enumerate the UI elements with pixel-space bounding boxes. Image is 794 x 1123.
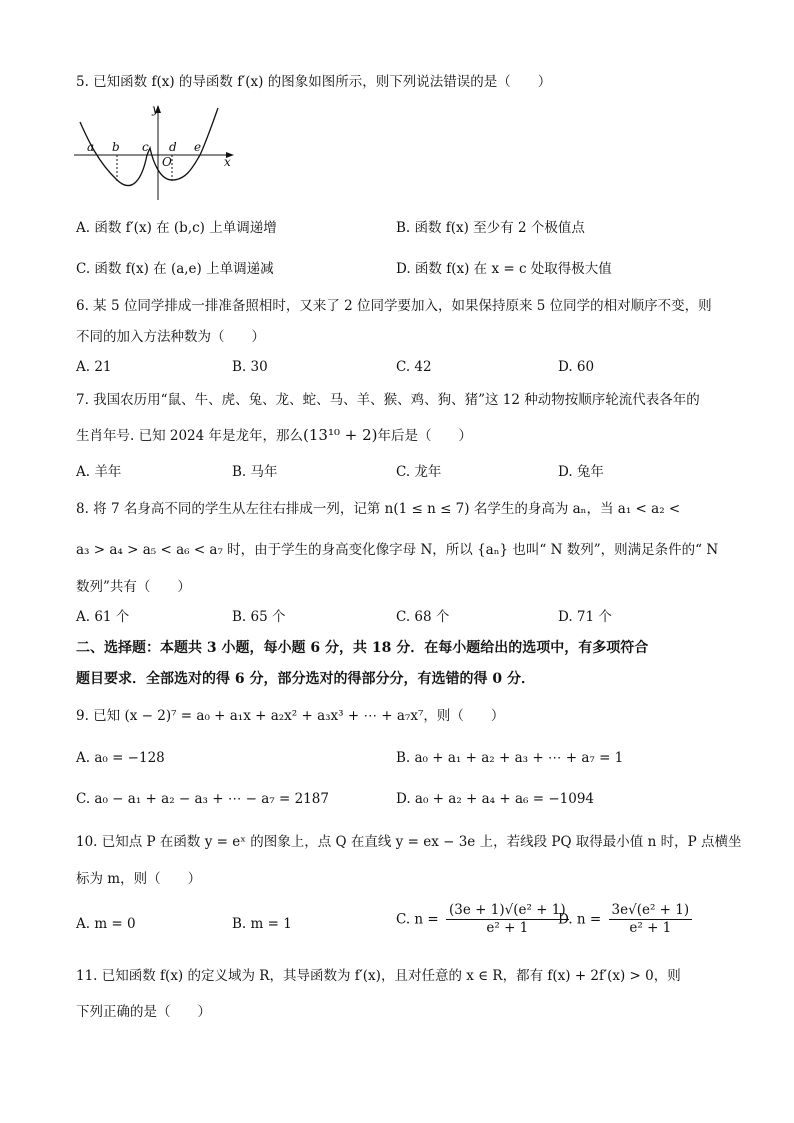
q8-line2: a₃ > a₄ > a₅ < a₆ < a₇ 时，由于学生的身高变化像字母 N，所以 {aₙ} 也叫“ N 数列”，则满足条件的“ N [76, 542, 719, 558]
section2-heading-line1: 二、选择题：本题共 3 小题，每小题 6 分，共 18 分．在每小题给出的选项中，有多项符合 [76, 640, 649, 656]
q10-option-d-label: D. n = [558, 911, 602, 928]
q7-line2-post: 年后是（ ） [377, 428, 472, 444]
q10-option-c-fraction [446, 902, 569, 937]
q7-option-a: A. 羊年 [76, 464, 122, 480]
q7-option-b: B. 马年 [232, 464, 278, 480]
q5-option-d: D. 函数 f(x) 在 x = c 处取得极大值 [396, 261, 612, 277]
graph-label-d: d [169, 140, 177, 154]
q8-option-a: A. 61 个 [76, 609, 130, 625]
q5-option-b: B. 函数 f(x) 至少有 2 个极值点 [396, 220, 585, 236]
q9-option-d: D. a₀ + a₂ + a₄ + a₆ = −1094 [396, 791, 595, 807]
graph-label-origin: O [162, 155, 172, 169]
q10-option-d-denominator: e² + 1 [629, 920, 672, 936]
q8-line3: 数列”共有（ ） [76, 579, 191, 595]
q8-option-b: B. 65 个 [232, 609, 286, 625]
q10-option-d [558, 902, 695, 937]
q10-option-c-label: C. n = [396, 911, 439, 928]
q7-option-c: C. 龙年 [396, 464, 442, 480]
q10-option-d-numerator: 3e√(e² + 1) [609, 902, 693, 920]
q10-option-d-fraction [609, 902, 693, 937]
q6-line2: 不同的加入方法种数为（ ） [76, 329, 265, 345]
q10-line1: 10. 已知点 P 在函数 y = eˣ 的图象上，点 Q 在直线 y = ex − 3e 上，若线段 PQ 取得最小值 n 时，P 点横坐 [76, 834, 742, 850]
q9-option-a: A. a₀ = −128 [76, 750, 165, 766]
q10-option-a: A. m = 0 [76, 916, 136, 932]
q10-option-c-denominator: e² + 1 [486, 920, 529, 936]
graph-label-y: y [152, 102, 159, 116]
graph-label-c: c [142, 140, 149, 154]
q5-option-a: A. 函数 f′(x) 在 (b,c) 上单调递增 [76, 220, 277, 236]
q7-option-d: D. 兔年 [558, 464, 604, 480]
q6-line1: 6. 某 5 位同学排成一排准备照相时，又来了 2 位同学要加入，如果保持原来 5 位同学的相对顺序不变，则 [76, 298, 712, 314]
q10-line2: 标为 m，则（ ） [76, 871, 202, 887]
q11-line1: 11. 已知函数 f(x) 的定义域为 R，其导函数为 f′(x)，且对任意的 x ∈ R，都有 f(x) + 2f′(x) > 0，则 [76, 968, 681, 984]
derivative-graph [72, 100, 242, 205]
q8-option-c: C. 68 个 [396, 609, 450, 625]
q6-option-d: D. 60 [558, 359, 595, 375]
section2-heading-line2: 题目要求．全部选对的得 6 分，部分选对的得部分分，有选错的得 0 分． [76, 671, 535, 687]
q5-stem: 5. 已知函数 f(x) 的导函数 f′(x) 的图象如图所示，则下列说法错误的是（ ） [76, 74, 552, 90]
q10-option-c [396, 902, 572, 937]
q6-option-c: C. 42 [396, 359, 432, 375]
q9-option-c: C. a₀ − a₁ + a₂ − a₃ + ⋯ − a₇ = 2187 [76, 791, 329, 807]
q7-line1: 7. 我国农历用“鼠、牛、虎、兔、龙、蛇、马、羊、猴、鸡、狗、猪”这 12 种动物按顺序轮流代表各年的 [76, 392, 700, 408]
graph-label-e: e [194, 140, 202, 154]
q10-option-b: B. m = 1 [232, 916, 292, 932]
q6-option-a: A. 21 [76, 359, 112, 375]
graph-label-x: x [224, 155, 231, 169]
q7-line2 [76, 425, 472, 446]
q10-option-c-numerator: (3e + 1)√(e² + 1) [446, 902, 569, 920]
q9-option-b: B. a₀ + a₁ + a₂ + a₃ + ⋯ + a₇ = 1 [396, 750, 624, 766]
graph-label-b: b [112, 140, 120, 154]
q11-line2: 下列正确的是（ ） [76, 1004, 211, 1020]
q8-line1: 8. 将 7 名身高不同的学生从左往右排成一列，记第 n(1 ≤ n ≤ 7) 名学生的身高为 aₙ，当 a₁ < a₂ < [76, 501, 681, 517]
q5-option-c: C. 函数 f(x) 在 (a,e) 上单调递减 [76, 261, 274, 277]
q7-expression: (13¹⁰ + 2) [303, 426, 378, 444]
graph-label-a: a [87, 140, 95, 154]
q9-stem: 9. 已知 (x − 2)⁷ = a₀ + a₁x + a₂x² + a₃x³ + ⋯ + a₇x⁷，则（ ） [76, 708, 505, 724]
q6-option-b: B. 30 [232, 359, 268, 375]
q8-option-d: D. 71 个 [558, 609, 612, 625]
q7-line2-pre: 生肖年号. 已知 2024 年是龙年，那么 [76, 428, 304, 444]
